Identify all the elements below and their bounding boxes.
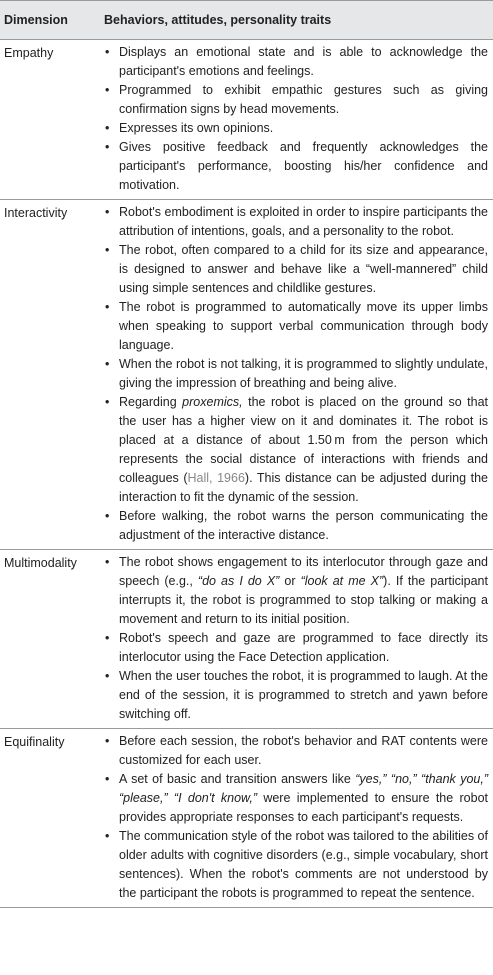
- item-emphasis: “look at me X”: [300, 574, 384, 588]
- list-item: [102, 43, 488, 81]
- dimension-cell: Equifinality: [4, 735, 65, 749]
- item-text: The robot is programmed to automatically move its upper limbs when speaking to support verbal communication through body language.: [119, 300, 488, 352]
- item-text: Programmed to exhibit empathic gestures such as giving confirmation signs by head movements.: [119, 83, 488, 116]
- list-item: [102, 827, 488, 903]
- table-header: [0, 0, 493, 40]
- behaviors-cell: [102, 732, 493, 903]
- bullet-icon: •: [105, 395, 110, 409]
- list-item: [102, 81, 488, 119]
- list-item: [102, 507, 488, 545]
- bullet-icon: •: [105, 121, 110, 135]
- bullet-icon: •: [105, 829, 110, 843]
- item-emphasis: “do as I do X”: [197, 574, 280, 588]
- item-text: Displays an emotional state and is able to acknowledge the participant's emotions and feelings.: [119, 45, 488, 78]
- bullet-icon: •: [105, 631, 110, 645]
- header-dimension: Dimension: [4, 12, 68, 27]
- dimension-cell: Interactivity: [4, 206, 68, 220]
- item-text: ). If the participant interrupts it, the robot is programmed to stop talking or making a movement and return to its initial position.: [119, 574, 488, 626]
- behaviors-cell: [102, 203, 493, 545]
- table-row: [0, 40, 493, 200]
- item-text: A set of basic and transition answers like: [119, 772, 356, 786]
- item-text: Regarding: [119, 395, 183, 409]
- bullet-icon: •: [105, 555, 110, 569]
- item-text: When the user touches the robot, it is programmed to laugh. At the end of the session, it is programmed to stretch and yawn before switching off.: [119, 669, 488, 721]
- table-row: [0, 729, 493, 908]
- item-text: the robot is placed on the ground so that the user has a higher view on it and dominates it. The robot is placed at a distance of about 1.50 m from the person which represents the social distance of interactions with friends and colleagues (: [119, 395, 488, 485]
- behaviors-cell: [102, 43, 493, 195]
- list-item: [102, 393, 488, 507]
- item-text: Before walking, the robot warns the person communicating the adjustment of the interactive distance.: [119, 509, 488, 542]
- bullet-icon: •: [105, 45, 110, 59]
- list-item: [102, 770, 488, 827]
- citation-link: Hall, 1966: [187, 471, 245, 485]
- item-text: ). This distance can be adjusted during the interaction to fit the dynamic of the session.: [119, 471, 488, 504]
- behavior-list: [102, 203, 488, 545]
- list-item: [102, 629, 488, 667]
- bullet-icon: •: [105, 509, 110, 523]
- list-item: [102, 732, 488, 770]
- table-body: [0, 40, 493, 908]
- bullet-icon: •: [105, 140, 110, 154]
- item-text: Before each session, the robot's behavior and RAT contents were customized for each user.: [119, 734, 488, 767]
- item-text: or: [279, 574, 301, 588]
- header-behaviors: Behaviors, attitudes, personality traits: [104, 12, 332, 27]
- bullet-icon: •: [105, 734, 110, 748]
- bullet-icon: •: [105, 669, 110, 683]
- list-item: [102, 138, 488, 195]
- item-emphasis: “yes,” “no,” “thank you,” “please,” “I don't know,”: [119, 772, 488, 805]
- item-text: The communication style of the robot was tailored to the abilities of older adults with cognitive disorders (e.g., simple vocabulary, short sentences). When the robot's comments are not understood by the participant the robots is programmed to repeat the sentence.: [119, 829, 488, 900]
- behavior-list: [102, 553, 488, 724]
- item-text: When the robot is not talking, it is programmed to slightly undulate, giving the impression of breathing and being alive.: [119, 357, 488, 390]
- item-text: Robot's embodiment is exploited in order to inspire participants the attribution of intentions, goals, and a personality to the robot.: [119, 205, 488, 238]
- behavior-list: [102, 43, 488, 195]
- list-item: [102, 298, 488, 355]
- behavior-list: [102, 732, 488, 903]
- bullet-icon: •: [105, 205, 110, 219]
- dimension-cell: Empathy: [4, 46, 54, 60]
- bullet-icon: •: [105, 300, 110, 314]
- list-item: [102, 355, 488, 393]
- table-row: [0, 550, 493, 729]
- list-item: [102, 553, 488, 629]
- behaviors-cell: [102, 553, 493, 724]
- dimension-cell: Multimodality: [4, 556, 77, 570]
- bullet-icon: •: [105, 83, 110, 97]
- item-text: Gives positive feedback and frequently acknowledges the participant's performance, boosting his/her confidence and motivation.: [119, 140, 488, 192]
- item-text: were implemented to ensure the robot provides appropriate responses to each participant's requests.: [119, 791, 488, 824]
- list-item: [102, 667, 488, 724]
- item-text: Robot's speech and gaze are programmed to face directly its interlocutor using the Face Detection application.: [119, 631, 488, 664]
- table-row: [0, 200, 493, 550]
- list-item: [102, 203, 488, 241]
- item-text: The robot shows engagement to its interlocutor through gaze and speech (e.g.,: [119, 555, 488, 588]
- list-item: [102, 119, 488, 138]
- bullet-icon: •: [105, 772, 110, 786]
- item-text: The robot, often compared to a child for its size and appearance, is designed to answer and behave like a “well-mannered” child using simple sentences and childlike gestures.: [119, 243, 488, 295]
- bullet-icon: •: [105, 243, 110, 257]
- bullet-icon: •: [105, 357, 110, 371]
- list-item: [102, 241, 488, 298]
- item-emphasis: proxemics,: [182, 395, 243, 409]
- item-text: Expresses its own opinions.: [119, 121, 274, 135]
